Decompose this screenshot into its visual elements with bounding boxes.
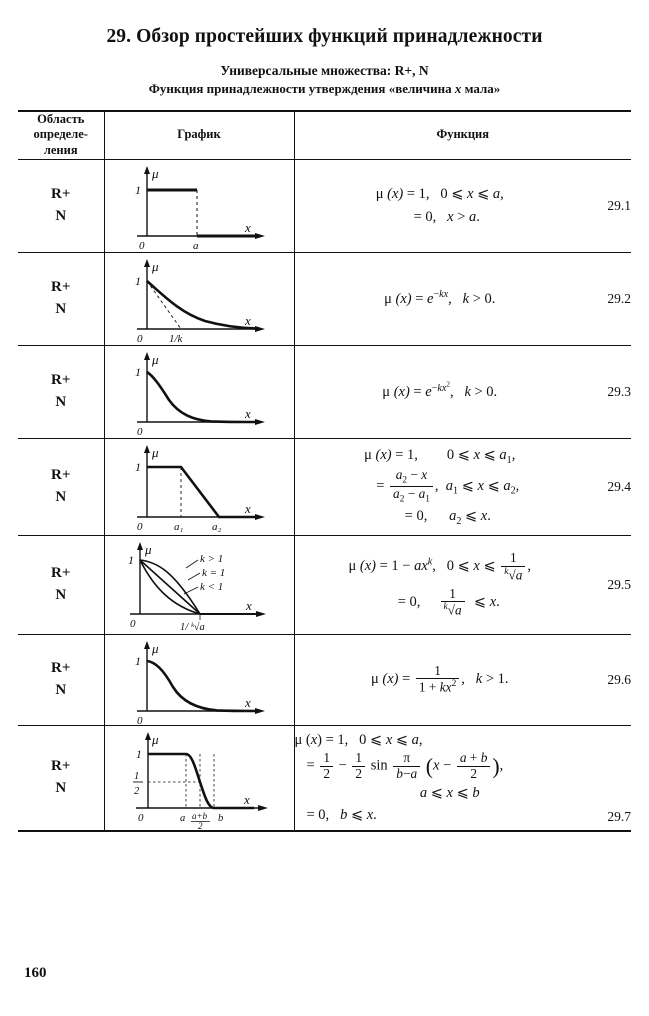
svg-text:a₁: a₁ [174,520,184,533]
graph-cell [104,438,294,535]
page-root [0,26,649,1016]
table-row [18,345,631,438]
domain-cell [18,159,104,252]
svg-text:1: 1 [135,182,141,197]
header-graph: График [104,111,294,159]
table-row [18,438,631,535]
svg-text:x: x [246,597,252,613]
subtitle-variable: x [454,81,462,97]
svg-text:b: b [218,812,224,824]
svg-text:0: 0 [137,425,143,438]
equation-number: 29.1 [607,197,631,213]
graph-cell [104,535,294,634]
subtitle-prefix: Функция принадлежности утверждения «величина [148,81,455,97]
function-cell [294,438,631,535]
svg-text:0: 0 [137,714,143,725]
equation-number: 29.5 [607,576,631,592]
svg-text:μ: μ [152,444,159,460]
svg-text:a: a [180,812,186,824]
svg-text:μ: μ [152,351,159,367]
function-formula: μ (x) = 1, 0 ⩽ x ⩽ a, = 0, x > a. [375,186,504,225]
function-formula: μ $(x) = e^{-kx}$, k > 0. [384,288,496,307]
svg-text:0: 0 [139,239,145,252]
equation-number: 29.7 [607,808,631,824]
function-cell [294,725,631,831]
header-function: Функция [294,111,631,159]
domain-line1: R+ [51,757,71,774]
header-domain-line1: Область [37,111,85,126]
equation-number: 29.6 [607,671,631,687]
graph-gaussian-decay [119,346,279,438]
page-title: 29. Обзор простейших функций принадлежности [106,26,543,47]
svg-text:1/k: 1/k [169,332,183,345]
svg-text:0: 0 [130,617,136,630]
graph-cell [104,345,294,438]
equation-number: 29.2 [607,290,631,306]
svg-text:1: 1 [135,653,141,668]
header-domain-line3: ления [43,143,78,158]
function-formula: μ $(x) = e^{-kx^2}$, k > 0. [382,380,498,401]
equation-number: 29.3 [607,383,631,399]
table-row [18,725,631,831]
graph-cell [104,159,294,252]
functions-table [18,110,631,832]
svg-text:0: 0 [138,811,144,824]
svg-text:1: 1 [135,273,141,288]
domain-line1: R+ [51,564,71,581]
svg-text:x: x [245,219,251,235]
svg-text:1: 1 [135,459,141,474]
table-header-row [18,111,631,159]
function-formula: μ (x) = $\frac{1}{1 + kx^2}$ , k > 1. [370,662,509,695]
function-formula: μ $(x) = 1 - ax^k$, 0 ⩽ x ⩽ $\frac{1}{^k√a}$ , = 0, $\frac{1}{^k√a}$ ⩽ x. [348,549,532,618]
svg-text:a₂: a₂ [212,520,222,533]
domain-line1: R+ [51,278,71,295]
table-row [18,252,631,345]
svg-text:x: x [245,405,251,421]
domain-line2: N [55,779,67,796]
graph-exponential-decay [119,253,279,345]
domain-line1: R+ [51,371,71,388]
graph-step-function [119,160,279,252]
function-cell [294,252,631,345]
domain-cell [18,535,104,634]
function-cell [294,345,631,438]
svg-text:2: 2 [198,820,203,830]
svg-text:x: x [245,312,251,328]
table-row [18,535,631,634]
svg-text:0: 0 [137,520,143,533]
svg-text:1: 1 [128,552,134,567]
domain-line2: N [55,300,67,317]
table-row [18,634,631,725]
domain-line1: R+ [51,185,71,202]
graph-cell [104,725,294,831]
function-cell [294,159,631,252]
domain-cell [18,634,104,725]
svg-text:k < 1: k < 1 [200,580,224,593]
domain-line2: N [55,681,67,698]
graph-rational-decay [119,635,279,725]
page-number: 160 [24,965,47,981]
graph-sinusoidal-transition [114,726,284,830]
svg-text:μ: μ [152,258,159,274]
domain-line2: N [55,207,67,224]
domain-line2: N [55,393,67,410]
domain-cell [18,345,104,438]
subtitle-suffix: мала» [461,81,501,97]
svg-text:μ: μ [145,541,152,557]
domain-cell [18,252,104,345]
domain-line2: N [55,488,67,505]
svg-text:x: x [245,694,251,710]
subtitle-block [18,62,631,98]
function-cell [294,634,631,725]
graph-trapezoid-function [119,439,279,535]
function-formula: μ (x) = 1, 0 ⩽ x ⩽ a, = $\frac{1}{2}$ − $\frac{1}{2}$ sin $\frac{\pi}{b-a}$ (x − $\frac{a + b}{2}$ ), a ⩽ x ⩽ b = 0, b ⩽ x. [294,731,504,824]
function-formula: μ (x) = 1, 0 ⩽ x ⩽ $a_1$, = $\frac{a_2 - x}{a_2 - a_1}$ , $a_1$ ⩽ x ⩽ $a_2$, = 0, $a_2$ ⩽ x. [364,446,520,527]
svg-text:1: 1 [136,748,142,761]
subtitle-universal-sets: Универсальные множества: R+, N [220,63,429,78]
svg-text:1/ ᵏ√a: 1/ ᵏ√a [180,621,205,633]
svg-text:0: 0 [137,332,143,345]
domain-line2: N [55,586,67,603]
domain-cell [18,438,104,535]
svg-text:μ: μ [152,165,159,181]
equation-number: 29.4 [607,478,631,494]
svg-text:k > 1: k > 1 [200,552,224,565]
svg-text:x: x [245,500,251,516]
domain-line1: R+ [51,466,71,483]
function-cell [294,535,631,634]
svg-text:1: 1 [135,364,141,379]
svg-text:a+b: a+b [192,810,208,821]
header-domain [18,111,104,159]
svg-text:2: 2 [134,785,140,797]
domain-cell [18,725,104,831]
graph-cell [104,634,294,725]
svg-text:1: 1 [134,770,140,782]
graph-cell [104,252,294,345]
svg-text:k = 1: k = 1 [202,566,226,579]
svg-text:μ: μ [152,731,159,747]
svg-text:x: x [244,791,250,807]
table-row [18,159,631,252]
graph-power-family [114,536,284,634]
subtitle-membership-statement [18,80,631,98]
svg-text:μ: μ [152,640,159,656]
svg-text:a: a [193,239,199,252]
domain-line1: R+ [51,659,71,676]
header-domain-line2: определе- [33,127,88,142]
